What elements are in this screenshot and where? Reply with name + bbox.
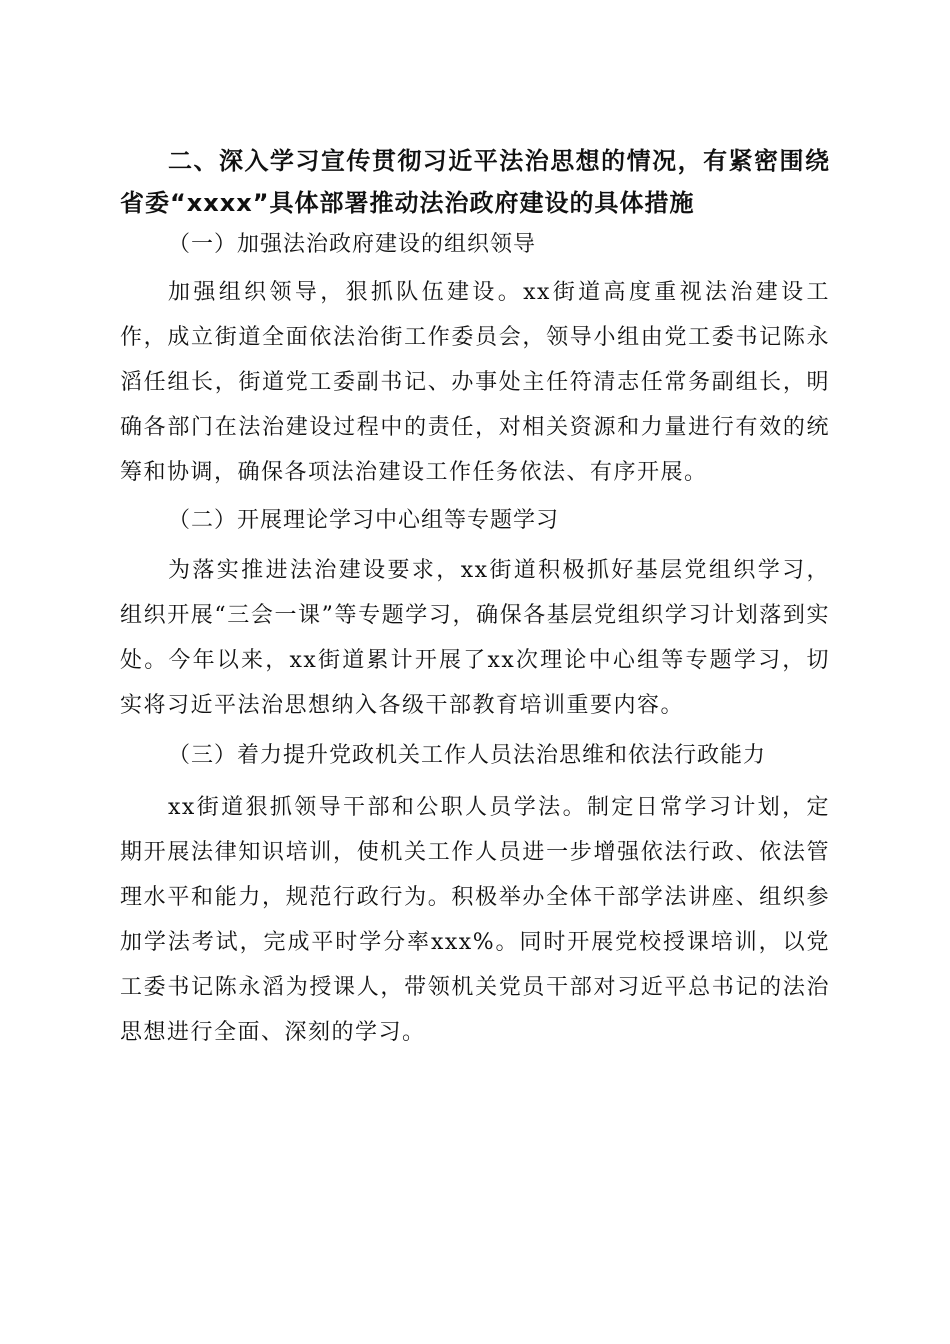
section-heading: 二、深入学习宣传贯彻习近平法治思想的情况，有紧密围绕省委“xxxx”具体部署推动法治政府建设的具体措施 — [120, 147, 830, 217]
subsection-body-1: 加强组织领导，狠抓队伍建设。xx街道高度重视法治建设工作，成立街道全面依法治街工作委员会，领导小组由党工委书记陈永滔任组长，街道党工委副书记、办事处主任符清志任常务副组长，明确各部门在法治建设过程中的责任，对相关资源和力量进行有效的统筹和协调，确保各项法治建设工作任务依法、有序开展。 — [120, 280, 830, 485]
subsection-body-3: xx街道狠抓领导干部和公职人员学法。制定日常学习计划，定期开展法律知识培训，使机关工作人员进一步增强依法行政、依法管理水平和能力，规范行政行为。积极举办全体干部学法讲座、组织参加学法考试，完成平时学分率xxx%。同时开展党校授课培训，以党工委书记陈永滔为授课人，带领机关党员干部对习近平总书记的法治思想进行全面、深刻的学习。 — [120, 795, 830, 1045]
document-page — [120, 140, 830, 1055]
subsection-title-3: （三）着力提升党政机关工作人员法治思维和依法行政能力 — [168, 743, 767, 768]
subsection-title-2: （二）开展理论学习中心组等专题学习 — [168, 508, 560, 533]
subsection-body-2: 为落实推进法治建设要求，xx街道积极抓好基层党组织学习，组织开展“三会一课”等专题学习，确保各基层党组织学习计划落到实处。今年以来，xx街道累计开展了xx次理论中心组等专题学习，切实将习近平法治思想纳入各级干部教育培训重要内容。 — [120, 558, 830, 718]
subsection-title-1: （一）加强法治政府建设的组织领导 — [168, 232, 537, 257]
